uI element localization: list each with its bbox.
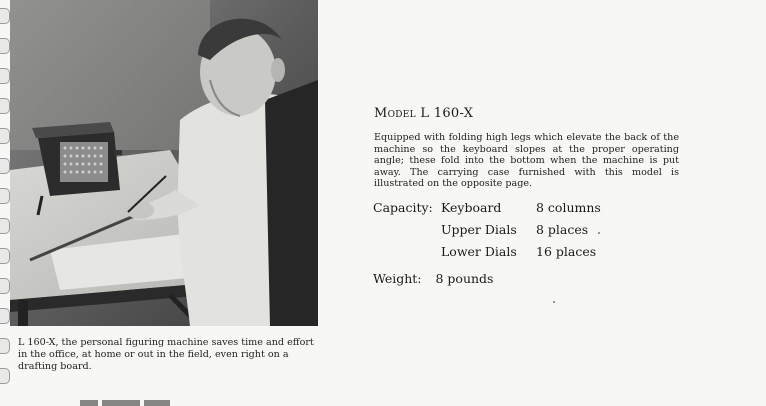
spec-value: 16 places [536, 243, 597, 259]
photo-caption: L 160-X, the personal figuring machine saves time and effort in the office, at home or out in the field, even right on a drafting board. [18, 337, 314, 372]
binding-ring [0, 68, 10, 84]
binding-ring [0, 308, 10, 324]
spec-row [373, 196, 601, 218]
binding-ring [0, 8, 10, 24]
man-at-drafting-board-icon [10, 0, 318, 326]
weight-value: 8 pounds [435, 271, 494, 286]
spiral-binding [0, 0, 10, 406]
binding-ring [0, 188, 10, 204]
product-photo [10, 0, 318, 326]
spec-row [373, 240, 601, 262]
spec-value: 8 columns [536, 199, 601, 215]
paper-speck [598, 232, 600, 234]
spec-value: 8 places [536, 221, 589, 237]
next-page-heading-fragment [80, 400, 200, 406]
capacity-label: Capacity: [373, 199, 433, 215]
binding-ring [0, 278, 10, 294]
model-description: Equipped with folding high legs which elevate the back of the machine so the keyboard slopes at the proper operating angle; these fold into the bottom when the machine is put away. The carrying case furnished with this model is illustrated on the opposite page. [374, 132, 679, 189]
binding-ring [0, 338, 10, 354]
spec-name: Keyboard [441, 199, 502, 215]
paper-speck [553, 301, 555, 303]
spec-name: Lower Dials [441, 243, 517, 259]
binding-ring [0, 248, 10, 264]
model-title [374, 106, 473, 121]
binding-ring [0, 38, 10, 54]
model-number: L 160-X [420, 106, 474, 121]
spec-name: Upper Dials [441, 221, 517, 237]
binding-ring [0, 368, 10, 384]
capacity-specs [373, 196, 601, 262]
binding-ring [0, 218, 10, 234]
binding-ring [0, 98, 10, 114]
binding-ring [0, 128, 10, 144]
model-prefix: Model [374, 106, 416, 121]
spec-row [373, 218, 601, 240]
binding-ring [0, 158, 10, 174]
weight-spec [373, 271, 493, 286]
weight-label: Weight: [373, 271, 422, 286]
